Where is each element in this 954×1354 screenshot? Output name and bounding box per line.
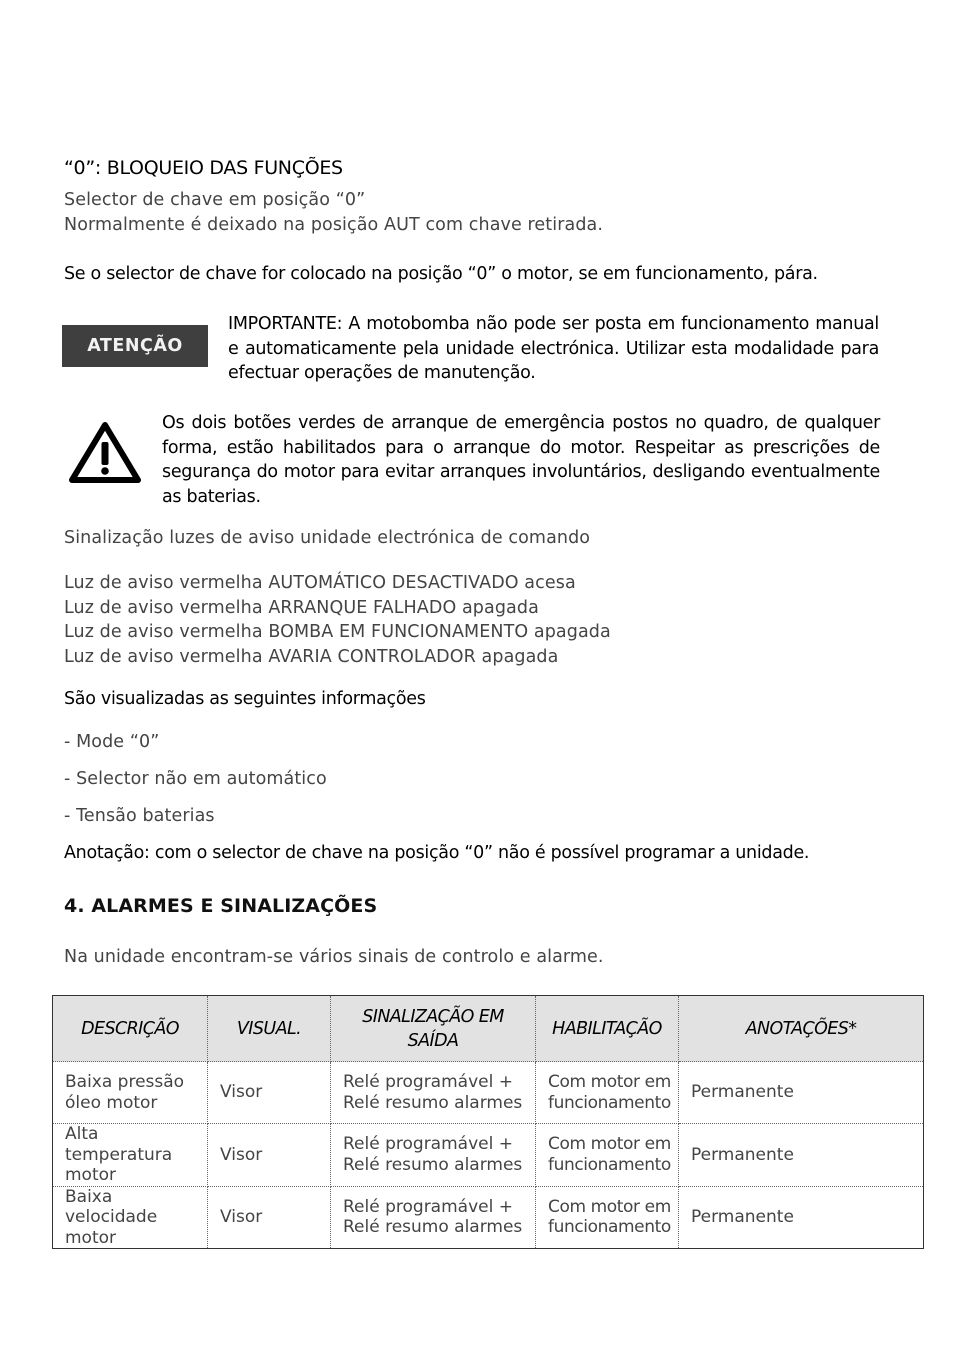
warning-lights-list [64,571,611,669]
cell-description: Baixa pressão óleo motor [53,1062,208,1124]
cell-enabling: Com motor em funcionamento [536,1186,679,1249]
table-row [53,1124,924,1187]
mode-0-heading: “0”: BLOQUEIO DAS FUNÇÕES [64,157,343,179]
mode-0-line: Selector de chave em posição “0” [64,190,366,210]
cell-output-signal: Relé programável + Relé resumo alarmes [331,1124,536,1187]
signaling-intro: Sinalização luzes de aviso unidade electrónica de comando [64,528,591,548]
alarms-section-title: 4. ALARMES E SINALIZAÇÕES [64,895,378,917]
cell-enabling: Com motor em funcionamento [536,1062,679,1124]
info-note: Anotação: com o selector de chave na posição “0” não é possível programar a unidade. [64,843,810,863]
table-row [53,1186,924,1249]
info-heading: São visualizadas as seguintes informações [64,689,426,709]
cell-notes: Permanente [679,1124,924,1187]
header-enabling: HABILITAÇÃO [536,996,679,1062]
attention-badge: ATENÇÃO [62,325,208,367]
header-description: DESCRIÇÃO [53,996,208,1062]
warning-light-item: Luz de aviso vermelha ARRANQUE FALHADO apagada [64,597,539,618]
warning-text: Os dois botões verdes de arranque de emergência postos no quadro, de qualquer forma, estão habilitados para o arranque do motor. Respeitar as prescrições de segurança do motor para evitar arranques involuntários, desligando eventualmente as baterias. [162,413,880,507]
mode-0-description [64,188,603,237]
table-header-row [53,996,924,1062]
cell-notes: Permanente [679,1062,924,1124]
cell-description: Baixa velocidade motor [53,1186,208,1249]
cell-visual: Visor [208,1124,331,1187]
alarms-table-wrapper [52,995,924,1249]
cell-visual: Visor [208,1062,331,1124]
warning-light-item: Luz de aviso vermelha AVARIA CONTROLADOR apagada [64,646,559,667]
warning-light-item: Luz de aviso vermelha BOMBA EM FUNCIONAMENTO apagada [64,622,611,642]
info-item: - Tensão baterias [64,806,215,826]
cell-description: Alta temperatura motor [53,1124,208,1187]
cell-output-signal: Relé programável + Relé resumo alarmes [331,1062,536,1124]
cell-output-signal: Relé programável + Relé resumo alarmes [331,1186,536,1249]
attention-text: IMPORTANTE: A motobomba não pode ser posta em funcionamento manual e automaticamente pela unidade electrónica. Utilizar esta modalidade para efectuar operações de manutenção. [228,314,879,383]
warning-triangle-icon [68,420,142,484]
info-item: - Selector não em automático [64,769,327,789]
header-notes: ANOTAÇÕES* [679,996,924,1062]
stop-note: Se o selector de chave for colocado na posição “0” o motor, se em funcionamento, pára. [64,264,818,284]
warning-light-item: Luz de aviso vermelha AUTOMÁTICO DESACTIVADO acesa [64,573,576,593]
mode-0-line: Normalmente é deixado na posição AUT com chave retirada. [64,214,604,235]
header-output-signal: SINALIZAÇÃO EM SAÍDA [331,996,536,1062]
cell-enabling: Com motor em funcionamento [536,1124,679,1187]
cell-notes: Permanente [679,1186,924,1249]
alarms-table [52,995,924,1249]
header-visual: VISUAL. [208,996,331,1062]
table-row [53,1062,924,1124]
info-item: - Mode “0” [64,732,160,752]
cell-visual: Visor [208,1186,331,1249]
alarms-intro: Na unidade encontram-se vários sinais de controlo e alarme. [64,947,604,967]
